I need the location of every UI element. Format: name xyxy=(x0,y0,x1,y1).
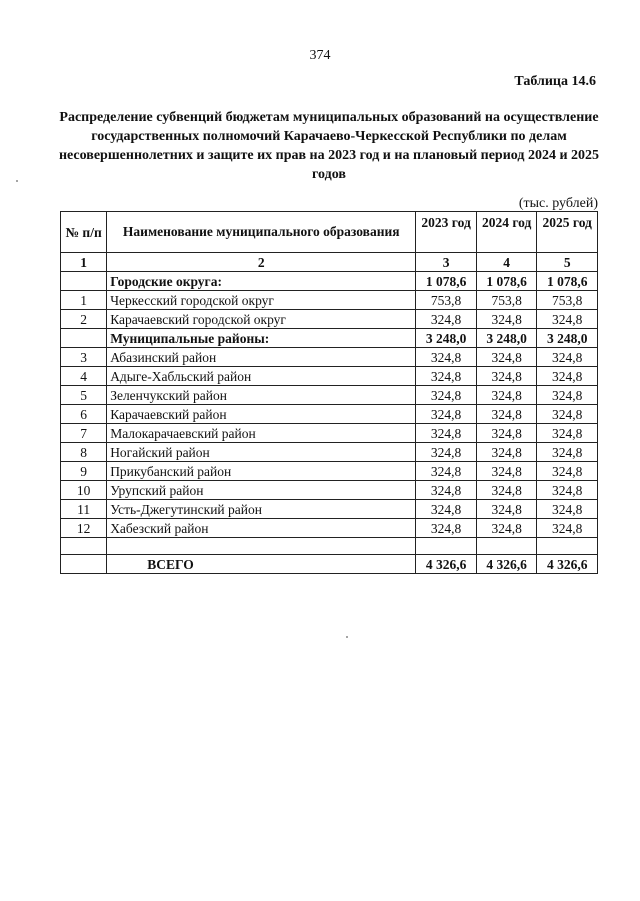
row-value: 324,8 xyxy=(416,405,477,424)
row-value: 753,8 xyxy=(416,291,477,310)
row-num: 10 xyxy=(61,481,107,500)
index-cell: 4 xyxy=(476,253,537,272)
index-cell: 2 xyxy=(107,253,416,272)
row-value: 324,8 xyxy=(476,443,537,462)
row-num: 4 xyxy=(61,367,107,386)
table-row xyxy=(61,367,598,386)
row-value: 324,8 xyxy=(476,462,537,481)
group-label: Городские округа: xyxy=(107,272,416,291)
row-num: 8 xyxy=(61,443,107,462)
header-2025: 2025 год xyxy=(537,212,598,253)
row-name: Карачаевский район xyxy=(107,405,416,424)
row-name: Малокарачаевский район xyxy=(107,424,416,443)
group-total-cell: 3 248,0 xyxy=(537,329,598,348)
column-index-row xyxy=(61,253,598,272)
scan-speck xyxy=(16,180,18,182)
table-row xyxy=(61,443,598,462)
row-value: 324,8 xyxy=(416,348,477,367)
group-row xyxy=(61,272,598,291)
group-total-cell: 1 078,6 xyxy=(416,272,477,291)
row-value: 324,8 xyxy=(476,424,537,443)
row-value: 324,8 xyxy=(416,367,477,386)
row-value: 324,8 xyxy=(476,500,537,519)
table-header-row xyxy=(61,212,598,253)
row-value: 324,8 xyxy=(537,462,598,481)
table-row xyxy=(61,462,598,481)
row-value: 324,8 xyxy=(537,348,598,367)
row-value: 753,8 xyxy=(476,291,537,310)
row-value: 324,8 xyxy=(416,462,477,481)
row-value: 324,8 xyxy=(537,367,598,386)
row-name: Хабезский район xyxy=(107,519,416,538)
row-value: 324,8 xyxy=(416,424,477,443)
row-value: 324,8 xyxy=(476,367,537,386)
row-value: 324,8 xyxy=(416,386,477,405)
row-value: 753,8 xyxy=(537,291,598,310)
table-row xyxy=(61,481,598,500)
group-num-cell xyxy=(61,329,107,348)
row-num: 7 xyxy=(61,424,107,443)
total-value: 4 326,6 xyxy=(416,555,477,574)
row-value: 324,8 xyxy=(416,310,477,329)
row-value: 324,8 xyxy=(537,405,598,424)
row-value: 324,8 xyxy=(537,386,598,405)
row-name: Зеленчукский район xyxy=(107,386,416,405)
group-total-cell: 3 248,0 xyxy=(476,329,537,348)
header-2024: 2024 год xyxy=(476,212,537,253)
row-name: Черкесский городской округ xyxy=(107,291,416,310)
row-name: Ногайский район xyxy=(107,443,416,462)
units-label: (тыс. рублей) xyxy=(518,196,598,211)
row-num: 6 xyxy=(61,405,107,424)
group-row xyxy=(61,329,598,348)
row-value: 324,8 xyxy=(537,519,598,538)
index-cell: 3 xyxy=(416,253,477,272)
row-num: 12 xyxy=(61,519,107,538)
row-name: Прикубанский район xyxy=(107,462,416,481)
row-value: 324,8 xyxy=(537,310,598,329)
row-name: Карачаевский городской округ xyxy=(107,310,416,329)
row-value: 324,8 xyxy=(476,405,537,424)
subvention-table xyxy=(60,211,598,574)
row-value: 324,8 xyxy=(476,348,537,367)
total-value: 4 326,6 xyxy=(537,555,598,574)
table-row xyxy=(61,424,598,443)
table-body xyxy=(61,253,598,574)
table-label: Таблица 14.6 xyxy=(514,74,596,89)
row-name: Адыге-Хабльский район xyxy=(107,367,416,386)
page-number: 374 xyxy=(309,48,331,63)
total-label: ВСЕГО xyxy=(107,555,416,574)
total-row xyxy=(61,555,598,574)
group-total-cell: 3 248,0 xyxy=(416,329,477,348)
blank-cell xyxy=(107,538,416,555)
header-num: № п/п xyxy=(61,212,107,253)
row-value: 324,8 xyxy=(416,519,477,538)
row-value: 324,8 xyxy=(537,443,598,462)
row-num: 11 xyxy=(61,500,107,519)
table-row xyxy=(61,386,598,405)
row-value: 324,8 xyxy=(537,424,598,443)
index-cell: 5 xyxy=(537,253,598,272)
total-value: 4 326,6 xyxy=(476,555,537,574)
row-num: 5 xyxy=(61,386,107,405)
table-row xyxy=(61,519,598,538)
total-num-cell xyxy=(61,555,107,574)
row-value: 324,8 xyxy=(476,310,537,329)
document-title: Распределение субвенций бюджетам муниципальных образований на осуществление государственных полномочий Карачаево-Черкесской Республики по делам несовершеннолетних и защите их прав на 2023 год и на плановый период 2024 и 2025 годов xyxy=(58,110,600,182)
group-num-cell xyxy=(61,272,107,291)
blank-cell xyxy=(476,538,537,555)
row-value: 324,8 xyxy=(416,481,477,500)
row-value: 324,8 xyxy=(476,386,537,405)
row-value: 324,8 xyxy=(537,481,598,500)
group-total-cell: 1 078,6 xyxy=(537,272,598,291)
blank-row xyxy=(61,538,598,555)
blank-cell xyxy=(416,538,477,555)
blank-cell xyxy=(537,538,598,555)
row-name: Урупский район xyxy=(107,481,416,500)
header-name: Наименование муниципального образования xyxy=(107,212,416,253)
group-label: Муниципальные районы: xyxy=(107,329,416,348)
row-value: 324,8 xyxy=(476,519,537,538)
group-total-cell: 1 078,6 xyxy=(476,272,537,291)
table-row xyxy=(61,310,598,329)
row-num: 1 xyxy=(61,291,107,310)
scan-speck xyxy=(346,636,348,638)
row-value: 324,8 xyxy=(476,481,537,500)
row-name: Абазинский район xyxy=(107,348,416,367)
table-row xyxy=(61,291,598,310)
row-num: 2 xyxy=(61,310,107,329)
row-name: Усть-Джегутинский район xyxy=(107,500,416,519)
row-value: 324,8 xyxy=(416,443,477,462)
table-row xyxy=(61,348,598,367)
header-2023: 2023 год xyxy=(416,212,477,253)
table-row xyxy=(61,405,598,424)
row-num: 3 xyxy=(61,348,107,367)
blank-cell xyxy=(61,538,107,555)
row-num: 9 xyxy=(61,462,107,481)
row-value: 324,8 xyxy=(416,500,477,519)
table-row xyxy=(61,500,598,519)
row-value: 324,8 xyxy=(537,500,598,519)
index-cell: 1 xyxy=(61,253,107,272)
